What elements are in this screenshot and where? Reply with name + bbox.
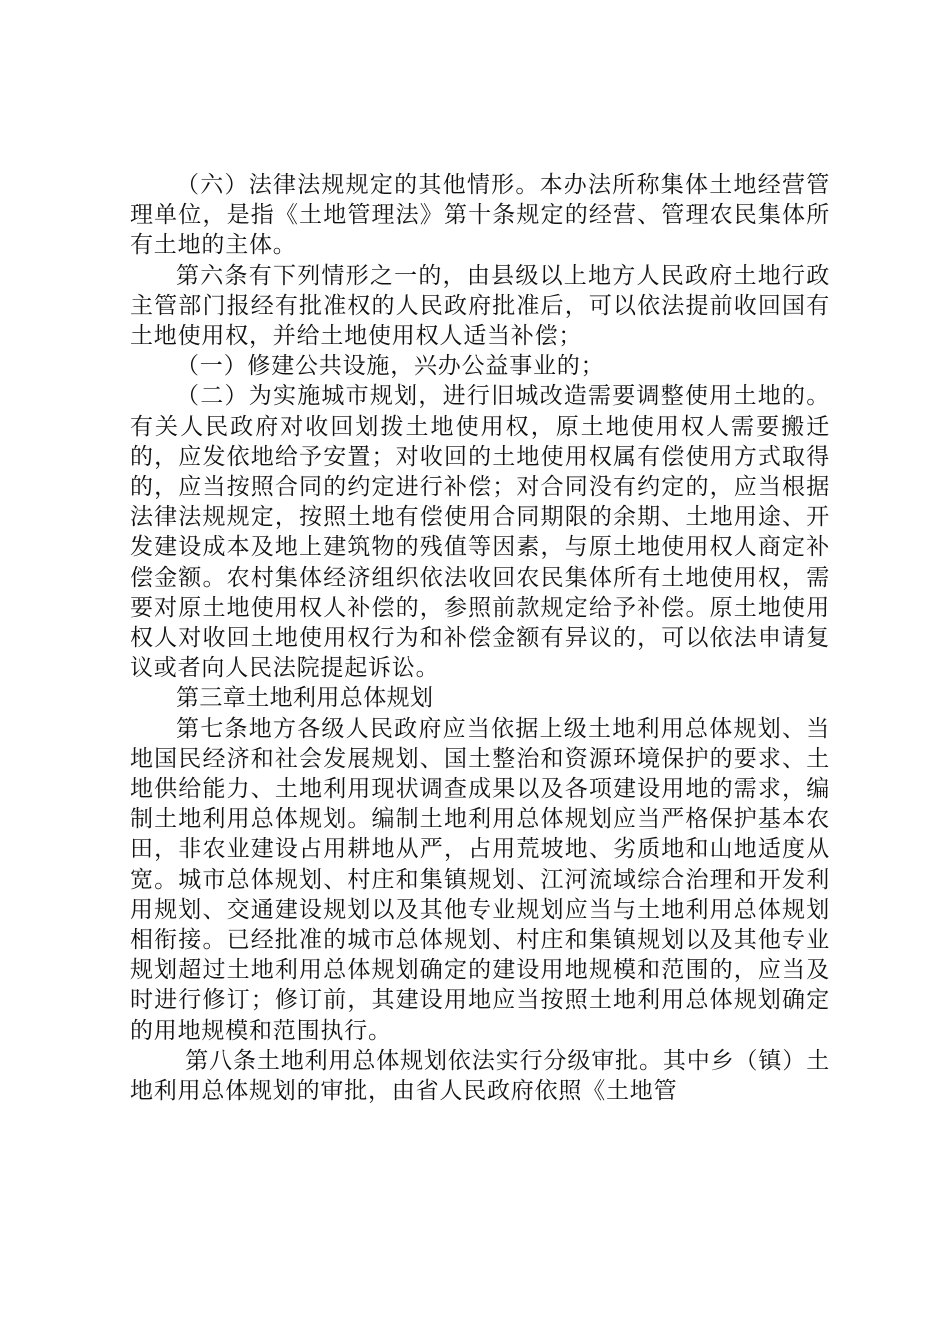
paragraph-article-8: 第八条土地利用总体规划依法实行分级审批。其中乡（镇）土地利用总体规划的审批，由省人民政府依照《土地管 [130,1047,830,1105]
paragraph-item-2: （二）为实施城市规划，进行旧城改造需要调整使用土地的。有关人民政府对收回划拨土地使用权，原土地使用权人需要搬迁的，应发依地给予安置；对收回的土地使用权属有偿使用方式取得的，应当按照合同的约定进行补偿；对合同没有约定的，应当根据法律法规规定，按照土地有偿使用合同期限的余期、土地用途、开发建设成本及地上建筑物的残值等因素，与原土地使用权人商定补偿金额。农村集体经济组织依法收回农民集体所有土地使用权，需要对原土地使用权人补偿的，参照前款规定给予补偿。原土地使用权人对收回土地使用权行为和补偿金额有异议的，可以依法申请复议或者向人民法院提起诉讼。 [130,383,830,682]
paragraph-article-6: 第六条有下列情形之一的，由县级以上地方人民政府土地行政主管部门报经有批准权的人民政府批准后，可以依法提前收回国有土地使用权，并给土地使用权人适当补偿； [130,262,830,350]
chapter-heading: 第三章土地利用总体规划 [176,685,434,712]
paragraph-item-6: （六）法律法规规定的其他情形。本办法所称集体土地经营管理单位，是指《土地管理法》第十条规定的经营、管理农民集体所有土地的主体。 [130,172,830,259]
document-page [130,170,830,1106]
paragraph-article-7: 第七条地方各级人民政府应当依据上级土地利用总体规划、当地国民经济和社会发展规划、国土整治和资源环境保护的要求、土地供给能力、土地利用现状调查成果以及各项建设用地的需求，编制土地利用总体规划。编制土地利用总体规划应当严格保护基本农田，非农业建设占用耕地从严，占用荒坡地、劣质地和山地适度从宽。城市总体规划、村庄和集镇规划、江河流域综合治理和开发利用规划、交通建设规划以及其他专业规划应当与土地利用总体规划相衔接。已经批准的城市总体规划、村庄和集镇规划以及其他专业规划超过土地利用总体规划确定的建设用地规模和范围的，应当及时进行修订；修订前，其建设用地应当按照土地利用总体规划确定的用地规模和范围执行。 [130,715,830,1044]
paragraph-item-1: （一）修建公共设施，兴办公益事业的； [176,353,605,380]
